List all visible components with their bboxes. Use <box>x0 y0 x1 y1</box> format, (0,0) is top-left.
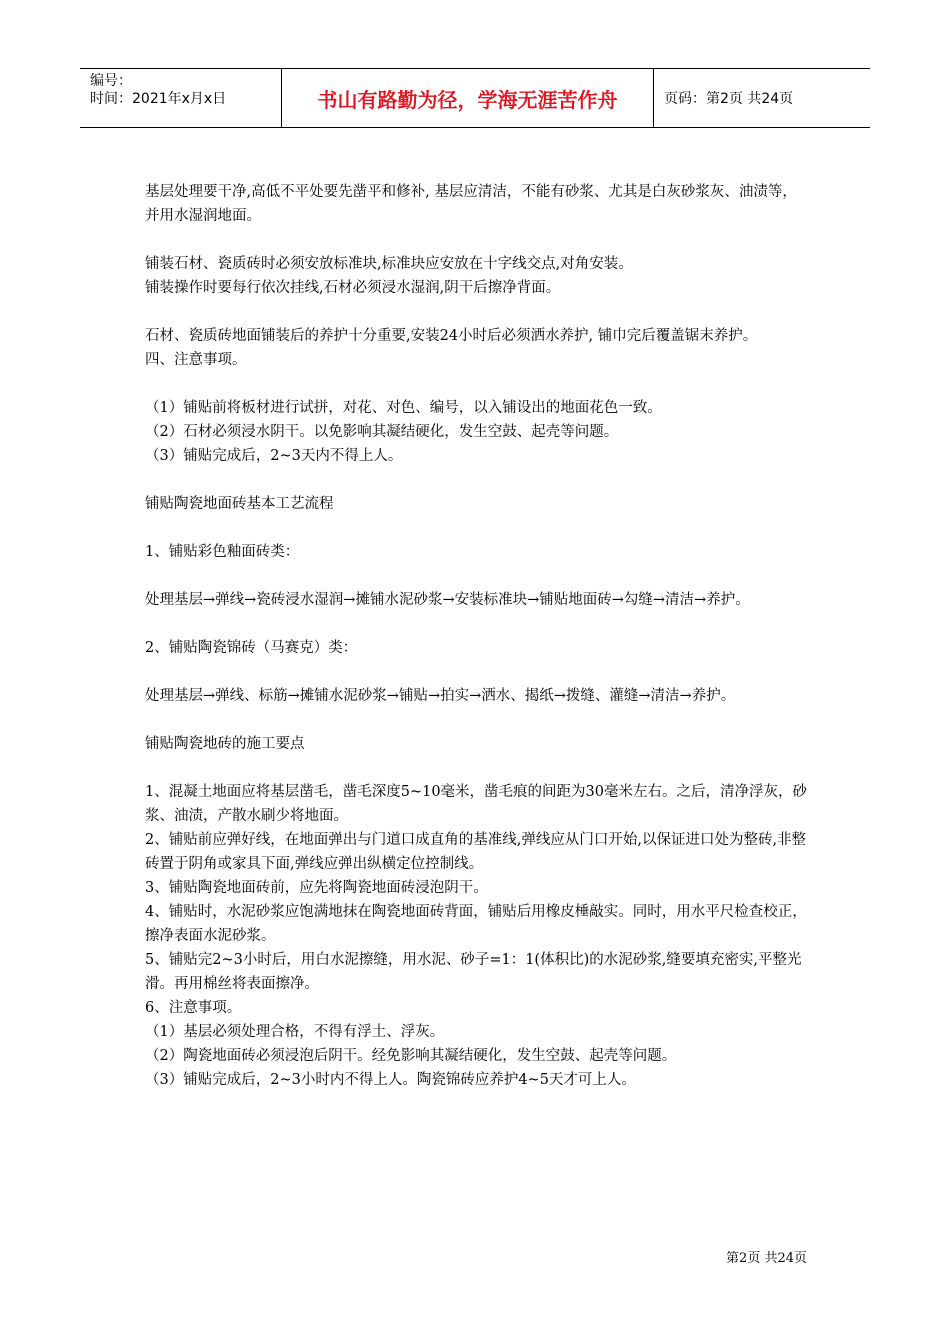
paragraph: 3、铺贴陶瓷地面砖前，应先将陶瓷地面砖浸泡阴干。 <box>145 880 488 896</box>
section-heading: 四、注意事项。 <box>145 352 247 368</box>
paragraph: 铺装操作时要每行依次挂线,石材必须浸水湿润,阴干后擦净背面。 <box>145 280 561 296</box>
process-flow: 处理基层→弹线、标筋→摊铺水泥砂浆→铺贴→拍实→洒水、揭纸→拨缝、灌缝→清洁→养护。 <box>145 688 736 704</box>
process-flow: 处理基层→弹线→瓷砖浸水湿润→摊铺水泥砂浆→安装标准块→铺贴地面砖→勾缝→清洁→养护。 <box>145 592 750 608</box>
list-item: （1）铺贴前将板材进行试拼，对花、对色、编号，以入铺设出的地面花色一致。 <box>145 400 662 416</box>
paragraph: 6、注意事项。 <box>145 1000 242 1016</box>
list-item: （2）陶瓷地面砖必须浸泡后阴干。经免影响其凝结硬化，发生空鼓、起壳等问题。 <box>145 1048 677 1064</box>
list-item: （3）铺贴完成后，2~3天内不得上人。 <box>145 448 403 464</box>
paragraph: 铺装石材、瓷质砖时必须安放标准块,标准块应安放在十字线交点,对角安装。 <box>145 256 633 272</box>
page-footer: 第2页 共24页 <box>726 1251 807 1266</box>
document-body <box>145 180 810 1092</box>
subsection-heading: 1、铺贴彩色釉面砖类： <box>145 544 300 560</box>
list-item: （3）铺贴完成后，2~3小时内不得上人。陶瓷锦砖应养护4~5天才可上人。 <box>145 1072 636 1088</box>
paragraph: 4、铺贴时，水泥砂浆应饱满地抹在陶瓷地面砖背面，铺贴后用橡皮棰敲实。同时，用水平尺检查校正，擦净表面水泥砂浆。 <box>145 904 807 944</box>
paragraph: 2、铺贴前应弹好线，在地面弹出与门道口成直角的基准线,弹线应从门口开始,以保证进口处为整砖,非整砖置于阴角或家具下面,弹线应弹出纵横定位控制线。 <box>145 832 807 872</box>
paragraph: 1、混凝土地面应将基层凿毛，凿毛深度5~10毫米，凿毛痕的间距为30毫米左右。之后，清净浮灰，砂浆、油渍，产散水刷少将地面。 <box>145 784 807 824</box>
page-header <box>80 68 870 128</box>
section-heading: 铺贴陶瓷地砖的施工要点 <box>145 736 305 752</box>
list-item: （1）基层必须处理合格，不得有浮土、浮灰。 <box>145 1024 445 1040</box>
subsection-heading: 2、铺贴陶瓷锦砖（马赛克）类： <box>145 640 358 656</box>
list-item: （2）石材必须浸水阴干。以免影响其凝结硬化，发生空鼓、起壳等问题。 <box>145 424 619 440</box>
header-motto: 书山有路勤为径，学海无涯苦作舟 <box>282 69 654 127</box>
document-number-label: 编号： <box>90 73 132 89</box>
header-page-info: 页码：第2页 共24页 <box>664 91 794 107</box>
paragraph: 5、铺贴完2~3小时后，用白水泥擦缝，用水泥、砂子=1：1(体积比)的水泥砂浆,缝要填充密实,平整光滑。再用棉丝将表面擦净。 <box>145 952 802 992</box>
document-date: 时间：2021年x月x日 <box>90 91 227 107</box>
paragraph: 石材、瓷质砖地面铺装后的养护十分重要,安装24小时后必须洒水养护, 铺巾完后覆盖锯末养护。 <box>145 328 758 344</box>
paragraph: 基层处理要干净,高低不平处要先凿平和修补, 基层应清洁，不能有砂浆、尤其是白灰砂浆灰、油渍等，并用水湿润地面。 <box>145 184 797 224</box>
header-meta <box>80 69 282 127</box>
section-heading: 铺贴陶瓷地面砖基本工艺流程 <box>145 496 334 512</box>
